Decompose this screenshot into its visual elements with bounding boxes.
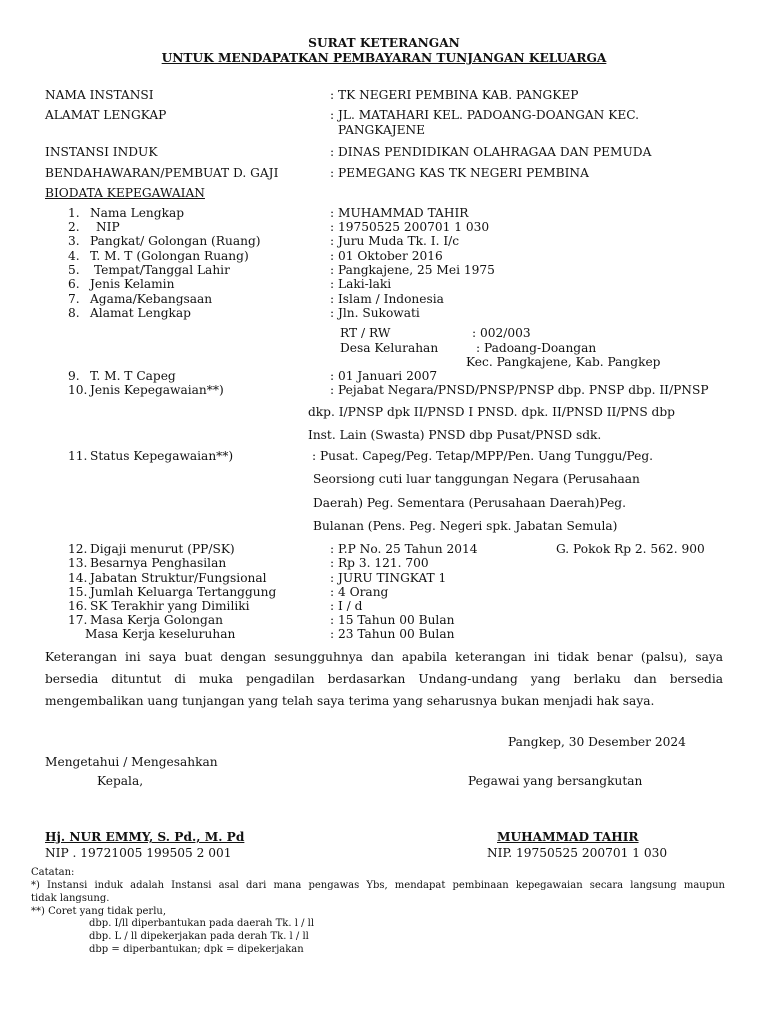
note-sub-line: dbp = diperbantukan; dpk = dipekerjakan xyxy=(89,944,304,955)
item-number: 3. xyxy=(68,234,80,248)
item-label: Nama Lengkap xyxy=(90,206,185,220)
jenis-kepegawaian-line: dkp. I/PNSP dpk II/PNSD I PNSD. dpk. II/PNSD II/PNS dbp xyxy=(308,405,675,419)
label-bendahawaran: BENDAHAWARAN/PEMBUAT D. GAJI xyxy=(45,166,279,180)
item-number: 12. xyxy=(68,542,88,556)
item-label: Besarnya Penghasilan xyxy=(90,556,227,570)
item-label: Alamat Lengkap xyxy=(90,306,191,320)
item-number: 15. xyxy=(68,585,88,599)
item-number: 7. xyxy=(68,292,80,306)
item-value: : Jln. Sukowati xyxy=(330,306,420,320)
item-label: Masa Kerja Golongan xyxy=(90,613,223,627)
item-value: : MUHAMMAD TAHIR xyxy=(330,206,469,220)
desa-value: : Padoang-Doangan xyxy=(476,341,597,355)
item-value: : 01 Januari 2007 xyxy=(330,369,438,383)
note-line: *) Instansi induk adalah Instansi asal dari mana pengawas Ybs, mendapat pembinaan kepegawaian secara langsung maupun xyxy=(31,880,725,891)
status-kepegawaian-line: : Pusat. Capeg/Peg. Tetap/MPP/Pen. Uang Tunggu/Peg. xyxy=(312,449,654,463)
value-instansi-induk: : DINAS PENDIDIKAN OLAHRAGAA DAN PEMUDA xyxy=(330,145,652,159)
left-signer-nip: NIP . 19721005 199505 2 001 xyxy=(45,846,232,860)
item-number: 10. xyxy=(68,383,88,397)
item-label: NIP xyxy=(96,220,120,234)
item-value: : Juru Muda Tk. I. I/c xyxy=(330,234,460,248)
biodata-heading: BIODATA KEPEGAWAIAN xyxy=(45,186,205,200)
item-number: 9. xyxy=(68,369,80,383)
item-number: 11. xyxy=(68,449,88,463)
document-subtitle: UNTUK MENDAPATKAN PEMBAYARAN TUNJANGAN KELUARGA xyxy=(161,51,607,65)
left-signature-caption: Mengetahui / Mengesahkan xyxy=(45,755,218,769)
item-value: : JURU TINGKAT 1 xyxy=(330,571,447,585)
note-sub-line: dbp. L / ll dipekerjakan pada derah Tk. l / ll xyxy=(89,931,309,942)
item-number: 13. xyxy=(68,556,88,570)
right-signature-caption: Pegawai yang bersangkutan xyxy=(468,774,643,788)
value-alamat-instansi-cont: PANGKAJENE xyxy=(338,123,426,137)
item-label: Jenis Kepegawaian**) xyxy=(90,383,224,397)
item-number: 4. xyxy=(68,249,80,263)
gaji-pokok-value: G. Pokok Rp 2. 562. 900 xyxy=(556,542,705,556)
item-label: Tempat/Tanggal Lahir xyxy=(94,263,230,277)
item-value: : 23 Tahun 00 Bulan xyxy=(330,627,455,641)
desa-label: Desa Kelurahan xyxy=(340,341,439,355)
item-label: Status Kepegawaian**) xyxy=(90,449,234,463)
kecamatan-value: Kec. Pangkajene, Kab. Pangkep xyxy=(466,355,661,369)
left-signature-role: Kepala, xyxy=(97,774,144,788)
note-line: **) Coret yang tidak perlu, xyxy=(31,906,167,917)
item-label: T. M. T Capeg xyxy=(90,369,176,383)
item-label: T. M. T (Golongan Ruang) xyxy=(90,249,249,263)
item-number: 16. xyxy=(68,599,88,613)
item-value: : Islam / Indonesia xyxy=(330,292,444,306)
status-kepegawaian-line: Seorsiong cuti luar tanggungan Negara (Perusahaan xyxy=(313,472,640,486)
left-signer-name: Hj. NUR EMMY, S. Pd., M. Pd xyxy=(45,830,245,844)
item-label: Masa Kerja keseluruhan xyxy=(85,627,236,641)
item-number: 2. xyxy=(68,220,80,234)
item-number: 5. xyxy=(68,263,80,277)
rt-rw-value: : 002/003 xyxy=(472,326,531,340)
rt-rw-label: RT / RW xyxy=(340,326,391,340)
item-label: Jabatan Struktur/Fungsional xyxy=(90,571,267,585)
item-number: 17. xyxy=(68,613,88,627)
item-value: : I / d xyxy=(330,599,363,613)
item-number: 14. xyxy=(68,571,88,585)
item-label: Agama/Kebangsaan xyxy=(90,292,213,306)
document-title: SURAT KETERANGAN xyxy=(308,36,460,50)
value-bendahawaran: : PEMEGANG KAS TK NEGERI PEMBINA xyxy=(330,166,589,180)
item-label: Digaji menurut (PP/SK) xyxy=(90,542,235,556)
place-date: Pangkep, 30 Desember 2024 xyxy=(508,735,686,749)
item-label: Jumlah Keluarga Tertanggung xyxy=(90,585,277,599)
item-number: 6. xyxy=(68,277,80,291)
statement-paragraph: Keterangan ini saya buat dengan sesungguhnya dan apabila keterangan ini tidak benar (palsu), saya bersedia dituntut di muka pengadilan berdasarkan Undang-undang yang berlaku dan bersedia mengembalikan uang tunjangan yang telah saya terima yang seharusnya bukan menjadi hak saya. xyxy=(45,650,723,708)
note-sub-line: dbp. I/ll diperbantukan pada daerah Tk. l / ll xyxy=(89,918,315,929)
item-label: SK Terakhir yang Dimiliki xyxy=(90,599,250,613)
label-instansi-induk: INSTANSI INDUK xyxy=(45,145,158,159)
item-value: : P.P No. 25 Tahun 2014 xyxy=(330,542,478,556)
label-nama-instansi: NAMA INSTANSI xyxy=(45,88,154,102)
item-number: 1. xyxy=(68,206,80,220)
item-label: Pangkat/ Golongan (Ruang) xyxy=(90,234,261,248)
status-kepegawaian-line: Daerah) Peg. Sementara (Perusahaan Daerah)Peg. xyxy=(313,496,626,510)
item-value: : 15 Tahun 00 Bulan xyxy=(330,613,455,627)
item-value: : Laki-laki xyxy=(330,277,392,291)
jenis-kepegawaian-line: : Pejabat Negara/PNSD/PNSP/PNSP dbp. PNSP dbp. II/PNSP xyxy=(330,383,709,397)
value-alamat-instansi: : JL. MATAHARI KEL. PADOANG-DOANGAN KEC. xyxy=(330,108,639,122)
right-signer-name: MUHAMMAD TAHIR xyxy=(497,830,639,844)
value-nama-instansi: : TK NEGERI PEMBINA KAB. PANGKEP xyxy=(330,88,579,102)
item-value: : 4 Orang xyxy=(330,585,389,599)
notes-heading: Catatan: xyxy=(31,867,75,878)
item-label: Jenis Kelamin xyxy=(90,277,175,291)
item-value: : 19750525 200701 1 030 xyxy=(330,220,490,234)
item-value: : 01 Oktober 2016 xyxy=(330,249,443,263)
label-alamat-instansi: ALAMAT LENGKAP xyxy=(45,108,167,122)
jenis-kepegawaian-line: Inst. Lain (Swasta) PNSD dbp Pusat/PNSD sdk. xyxy=(308,428,602,442)
note-line: tidak langsung. xyxy=(31,893,110,904)
item-value: : Pangkajene, 25 Mei 1975 xyxy=(330,263,495,277)
right-signer-nip: NIP. 19750525 200701 1 030 xyxy=(487,846,668,860)
item-number: 8. xyxy=(68,306,80,320)
item-value: : Rp 3. 121. 700 xyxy=(330,556,429,570)
status-kepegawaian-line: Bulanan (Pens. Peg. Negeri spk. Jabatan Semula) xyxy=(313,519,618,533)
